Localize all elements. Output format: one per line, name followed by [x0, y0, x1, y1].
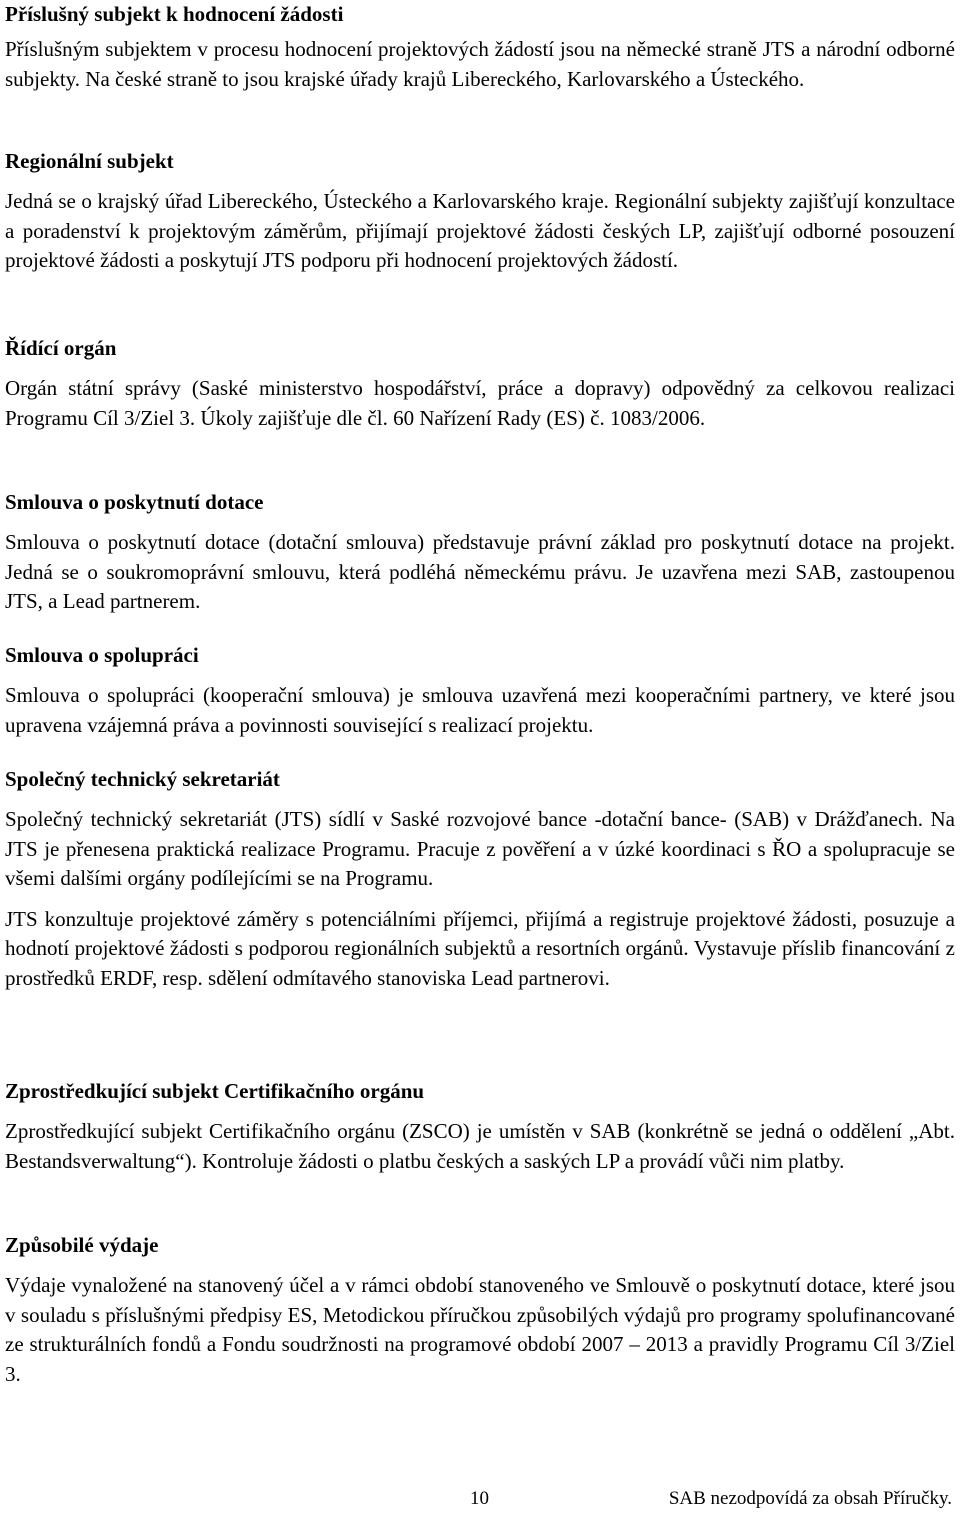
section-heading: Smlouva o poskytnutí dotace [5, 490, 264, 514]
section-paragraph: Zprostředkující subjekt Certifikačního orgánu (ZSCO) je umístěn v SAB (konkrétně se jedná o oddělení „Abt. Bestandsverwaltung“). Kontroluje žádosti o platbu českých a saských LP a provádí vůči nim platby. [5, 1119, 955, 1173]
section-heading: Společný technický sekretariát [5, 767, 280, 791]
section-heading: Regionální subjekt [5, 149, 174, 173]
section-ridici-organ [5, 334, 955, 433]
section-paragraph: Smlouva o poskytnutí dotace (dotační smlouva) představuje právní základ pro poskytnutí dotace na projekt. Jedná se o soukromoprávní smlouvu, která podléhá německému právu. Je uzavřena mezi SAB, zastoupenou JTS, a Lead partnerem. [5, 530, 955, 613]
section-regionalni-subjekt [5, 147, 955, 276]
section-paragraph: Příslušným subjektem v procesu hodnocení projektových žádostí jsou na německé straně JTS a národní odborné subjekty. Na české straně to jsou krajské úřady krajů Libereckého, Karlovarského a Ústeckého. [5, 37, 955, 91]
section-heading: Příslušný subjekt k hodnocení žádosti [5, 2, 344, 26]
section-heading: Smlouva o spolupráci [5, 643, 199, 667]
page-footer [0, 1480, 960, 1517]
section-heading: Zprostředkující subjekt Certifikačního orgánu [5, 1079, 425, 1103]
footer-note: SAB nezodpovídá za obsah Příručky. [668, 1488, 952, 1509]
section-heading: Řídící orgán [5, 336, 117, 360]
section-paragraph: JTS konzultuje projektové záměry s potenciálními příjemci, přijímá a registruje projektové žádosti, posuzuje a hodnotí projektové žádosti s podporou regionálních subjektů a resortních orgánů. Vystavuje příslib financování z prostředků ERDF, resp. sdělení odmítavého stanoviska Lead partnerovi. [5, 906, 955, 990]
section-prislusny-subjekt [5, 0, 955, 94]
page-number: 10 [470, 1488, 489, 1509]
section-paragraph: Společný technický sekretariát (JTS) sídlí v Saské rozvojové bance -dotační bance- (SAB) v Drážďanech. Na JTS je přenesena praktická realizace Programu. Pracuje z pověření a v úzké koordinaci s ŘO a spolupracuje se všemi dalšími orgány podílejícími se na Programu. [5, 807, 955, 890]
section-paragraph: Výdaje vynaložené na stanovený účel a v rámci období stanoveného ve Smlouvě o poskytnutí dotace, které jsou v souladu s příslušnými předpisy ES, Metodickou příručkou způsobilých výdajů pro programy spolufinancované ze strukturálních fondů a Fondu soudržnosti na programové období 2007 – 2013 a pravidly Programu Cíl 3/Ziel 3. [5, 1273, 955, 1386]
section-smlouva-o-poskytnuti-dotace [5, 488, 955, 617]
section-heading: Způsobilé výdaje [5, 1233, 159, 1257]
section-paragraph: Jedná se o krajský úřad Libereckého, Ústeckého a Karlovarského kraje. Regionální subjekty zajišťují konzultace a poradenství k projektovým záměrům, přijímají projektové žádosti českých LP, zajišťují odborné posouzení projektové žádosti a poskytují JTS podporu při hodnocení projektových žádostí. [5, 189, 955, 272]
section-paragraph: Orgán státní správy (Saské ministerstvo hospodářství, práce a dopravy) odpovědný za celkovou realizaci Programu Cíl 3/Ziel 3. Úkoly zajišťuje dle čl. 60 Nařízení Rady (ES) č. 1083/2006. [5, 376, 955, 430]
section-spolecny-technicky-sekretariat [5, 765, 955, 993]
section-zpusobile-vydaje [5, 1231, 955, 1389]
section-zprostredkujici-subjekt [5, 1077, 955, 1176]
section-smlouva-o-spolupraci [5, 641, 955, 740]
section-paragraph: Smlouva o spolupráci (kooperační smlouva) je smlouva uzavřená mezi kooperačními partnery, ve které jsou upravena vzájemná práva a povinnosti související s realizací projektu. [5, 683, 955, 737]
